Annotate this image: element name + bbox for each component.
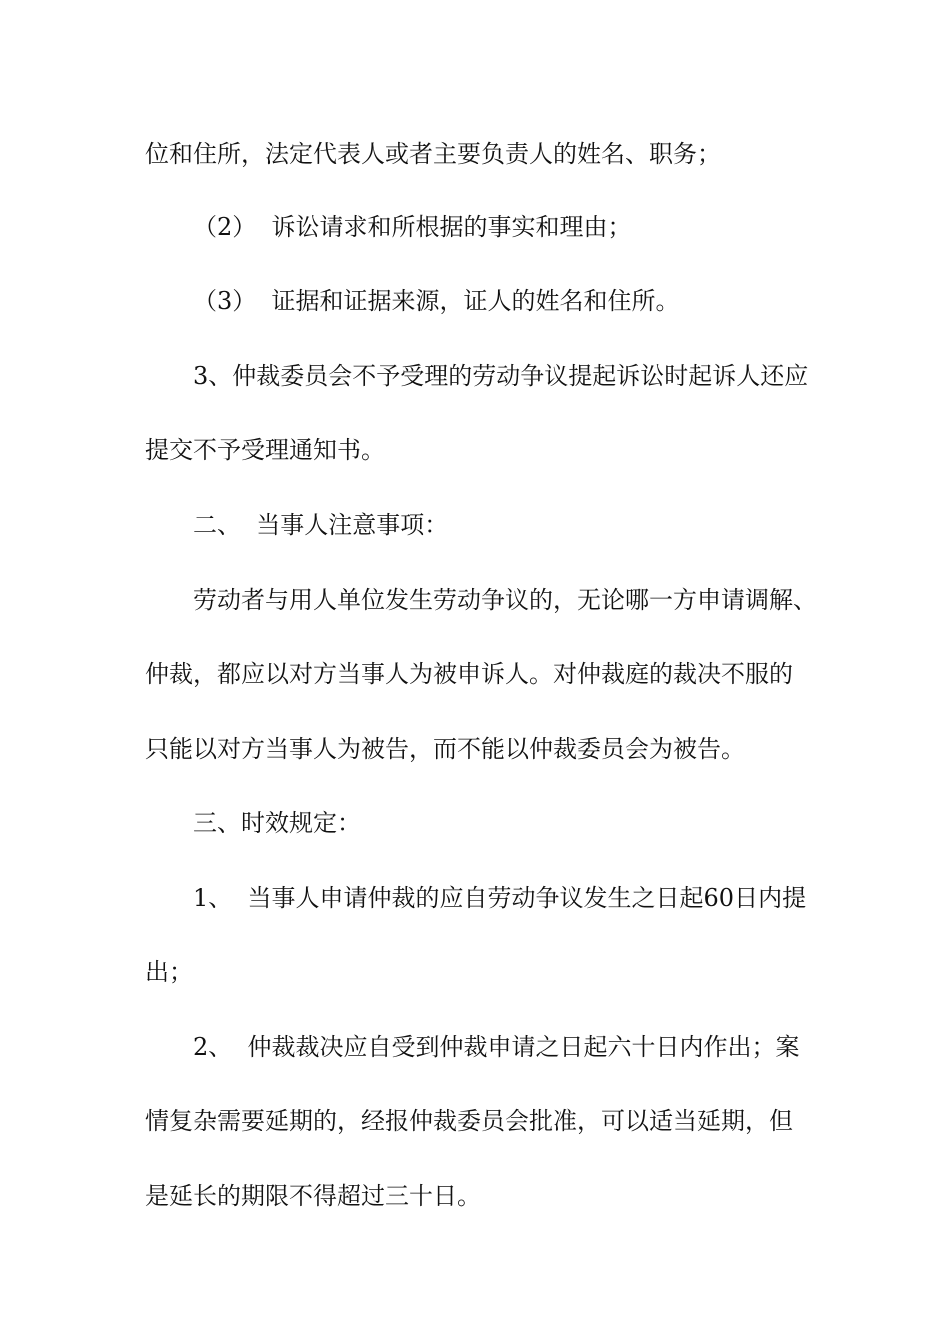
text-line-9: 只能以对方当事人为被告，而不能以仲裁委员会为被告。	[145, 735, 745, 763]
text-line-13: 2、 仲裁裁决应自受到仲裁申请之日起六十日内作出；案	[193, 1033, 800, 1061]
text-line-5: 提交不予受理通知书。	[145, 436, 385, 464]
text-line-4: 3、仲裁委员会不予受理的劳动争议提起诉讼时起诉人还应	[193, 362, 809, 390]
text-line-12: 出；	[145, 958, 193, 986]
text-line-15: 是延长的期限不得超过三十日。	[145, 1182, 481, 1210]
section-heading-2: 二、 当事人注意事项：	[193, 511, 449, 539]
text-line-8: 仲裁，都应以对方当事人为被申诉人。对仲裁庭的裁决不服的	[145, 660, 793, 688]
text-line-11: 1、 当事人申请仲裁的应自劳动争议发生之日起60日内提	[193, 884, 807, 912]
text-line-1: 位和住所，法定代表人或者主要负责人的姓名、职务；	[145, 140, 721, 168]
text-line-7: 劳动者与用人单位发生劳动争议的，无论哪一方申请调解、	[193, 586, 817, 614]
text-line-14: 情复杂需要延期的，经报仲裁委员会批准，可以适当延期，但	[145, 1107, 793, 1135]
text-line-2: （2） 诉讼请求和所根据的事实和理由；	[193, 213, 632, 241]
text-line-3: （3） 证据和证据来源，证人的姓名和住所。	[193, 287, 680, 315]
section-heading-3: 三、时效规定：	[193, 809, 361, 837]
